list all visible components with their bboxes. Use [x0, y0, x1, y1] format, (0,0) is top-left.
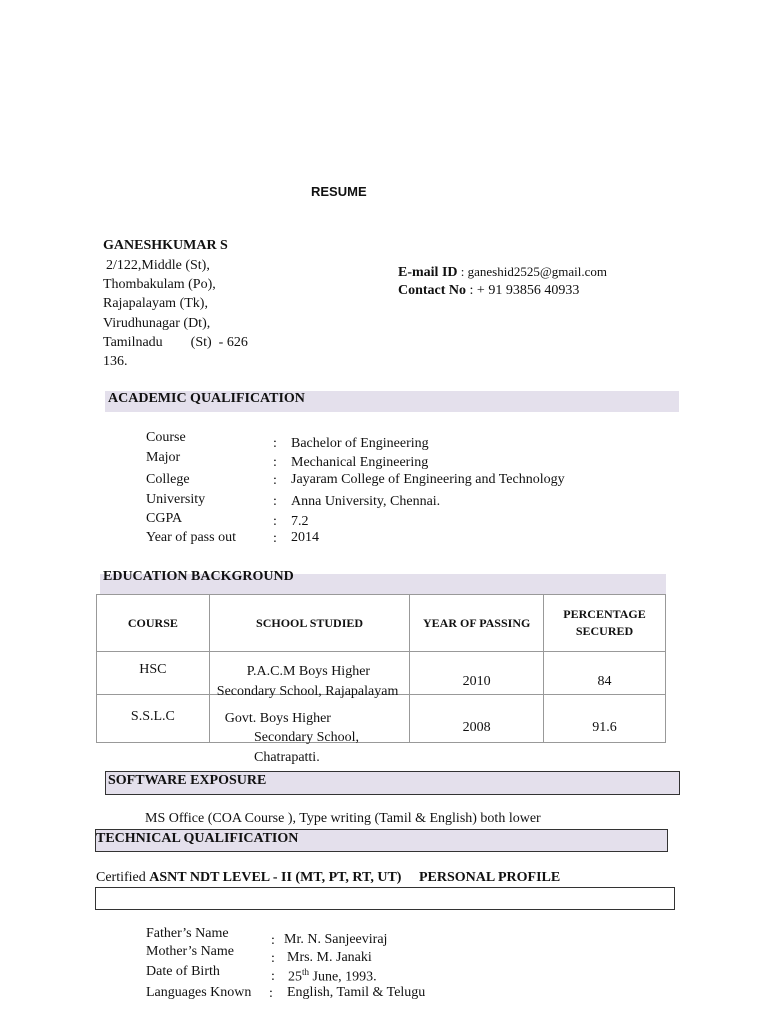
year-cell: 2008	[462, 720, 491, 735]
personal-value: Mrs. M. Janaki	[287, 950, 372, 965]
school-cell-line: Chatrapatti.	[254, 750, 320, 765]
academic-value: 7.2	[291, 514, 309, 529]
table-cell	[410, 652, 544, 695]
academic-label: College	[146, 472, 190, 487]
academic-value: 2014	[291, 530, 319, 545]
email-label: E-mail ID	[398, 265, 458, 280]
colon: :	[273, 514, 277, 529]
address-line: Virudhunagar (Dt),	[103, 316, 211, 331]
course-cell: HSC	[139, 662, 167, 677]
personal-value: English, Tamil & Telugu	[287, 985, 426, 1000]
table-cell	[544, 695, 666, 743]
colon: :	[273, 455, 277, 470]
technical-certification: ASNT NDT LEVEL - II (MT, PT, RT, UT)	[149, 870, 402, 885]
school-cell-line: Govt. Boys Higher	[224, 711, 331, 726]
software-text: MS Office (COA Course ), Type writing (Tamil & English) both lower	[145, 811, 541, 826]
document-title: RESUME	[311, 184, 367, 199]
phone-line	[398, 283, 579, 300]
phone-label: Contact No	[398, 283, 467, 298]
course-cell: S.S.L.C	[130, 709, 175, 724]
colon: :	[271, 933, 275, 948]
year-cell: 2010	[462, 674, 491, 689]
table-row	[97, 695, 666, 743]
colon: :	[273, 436, 277, 451]
column-header: COURSE	[97, 595, 210, 652]
candidate-name: GANESHKUMAR S	[103, 238, 228, 253]
education-header: EDUCATION BACKGROUND	[103, 569, 294, 584]
table-cell	[209, 652, 410, 699]
address-line: 136.	[103, 354, 128, 369]
academic-label: Course	[146, 430, 186, 445]
phone-value: : + 91 93856 40933	[466, 283, 580, 298]
colon: :	[269, 986, 273, 1001]
colon: :	[273, 473, 277, 488]
personal-value: Mr. N. Sanjeeviraj	[284, 932, 388, 947]
column-header: YEAR OF PASSING	[410, 595, 544, 652]
table-row	[97, 652, 666, 695]
address-line: 2/122,Middle (St),	[106, 258, 210, 273]
colon: :	[273, 531, 277, 546]
percentage-cell: 91.6	[592, 720, 617, 735]
colon: :	[273, 494, 277, 509]
column-header: PERCENTAGE SECURED	[544, 595, 666, 652]
email-value: : ganeshid2525@gmail.com	[457, 264, 608, 279]
technical-line	[96, 870, 401, 887]
technical-header: TECHNICAL QUALIFICATION	[96, 831, 299, 846]
percentage-cell: 84	[597, 674, 612, 689]
academic-label: CGPA	[146, 511, 183, 526]
personal-label: Mother’s Name	[146, 944, 234, 959]
education-table	[96, 594, 666, 743]
technical-prefix: Certified	[96, 870, 150, 885]
table-cell	[410, 695, 544, 743]
school-cell-line: Secondary School, Rajapalayam	[216, 684, 399, 699]
school-cell-line: Secondary School,	[254, 730, 359, 745]
address-line: Thombakulam (Po),	[103, 277, 216, 292]
address-line: Tamilnadu (St) - 626	[103, 335, 248, 350]
column-header: SCHOOL STUDIED	[209, 595, 410, 652]
personal-label: Father’s Name	[146, 926, 229, 941]
academic-value: Mechanical Engineering	[291, 455, 429, 470]
email-line	[398, 264, 607, 282]
dob-day: 25	[288, 969, 302, 985]
academic-label: Major	[146, 450, 181, 465]
table-cell	[544, 652, 666, 695]
school-cell-line: P.A.C.M Boys Higher	[246, 664, 371, 679]
academic-header: ACADEMIC QUALIFICATION	[108, 391, 305, 406]
academic-label: University	[146, 492, 206, 507]
personal-value	[288, 967, 377, 986]
software-header: SOFTWARE EXPOSURE	[108, 773, 267, 788]
table-cell	[97, 652, 210, 695]
academic-label: Year of pass out	[146, 530, 236, 545]
colon: :	[271, 951, 275, 966]
table-cell	[97, 695, 210, 743]
colon: :	[271, 969, 275, 984]
dob-rest: June, 1993.	[309, 969, 377, 985]
personal-label: Languages Known	[146, 985, 252, 1000]
academic-value: Anna University, Chennai.	[291, 494, 441, 509]
personal-header-box	[95, 887, 675, 910]
dob-suffix: th	[302, 967, 310, 977]
academic-value: Bachelor of Engineering	[291, 436, 429, 451]
table-header-row	[97, 595, 666, 652]
personal-label: Date of Birth	[146, 964, 220, 979]
address-line: Rajapalayam (Tk),	[103, 296, 208, 311]
personal-header: PERSONAL PROFILE	[419, 870, 561, 885]
academic-value: Jayaram College of Engineering and Technology	[291, 472, 565, 487]
